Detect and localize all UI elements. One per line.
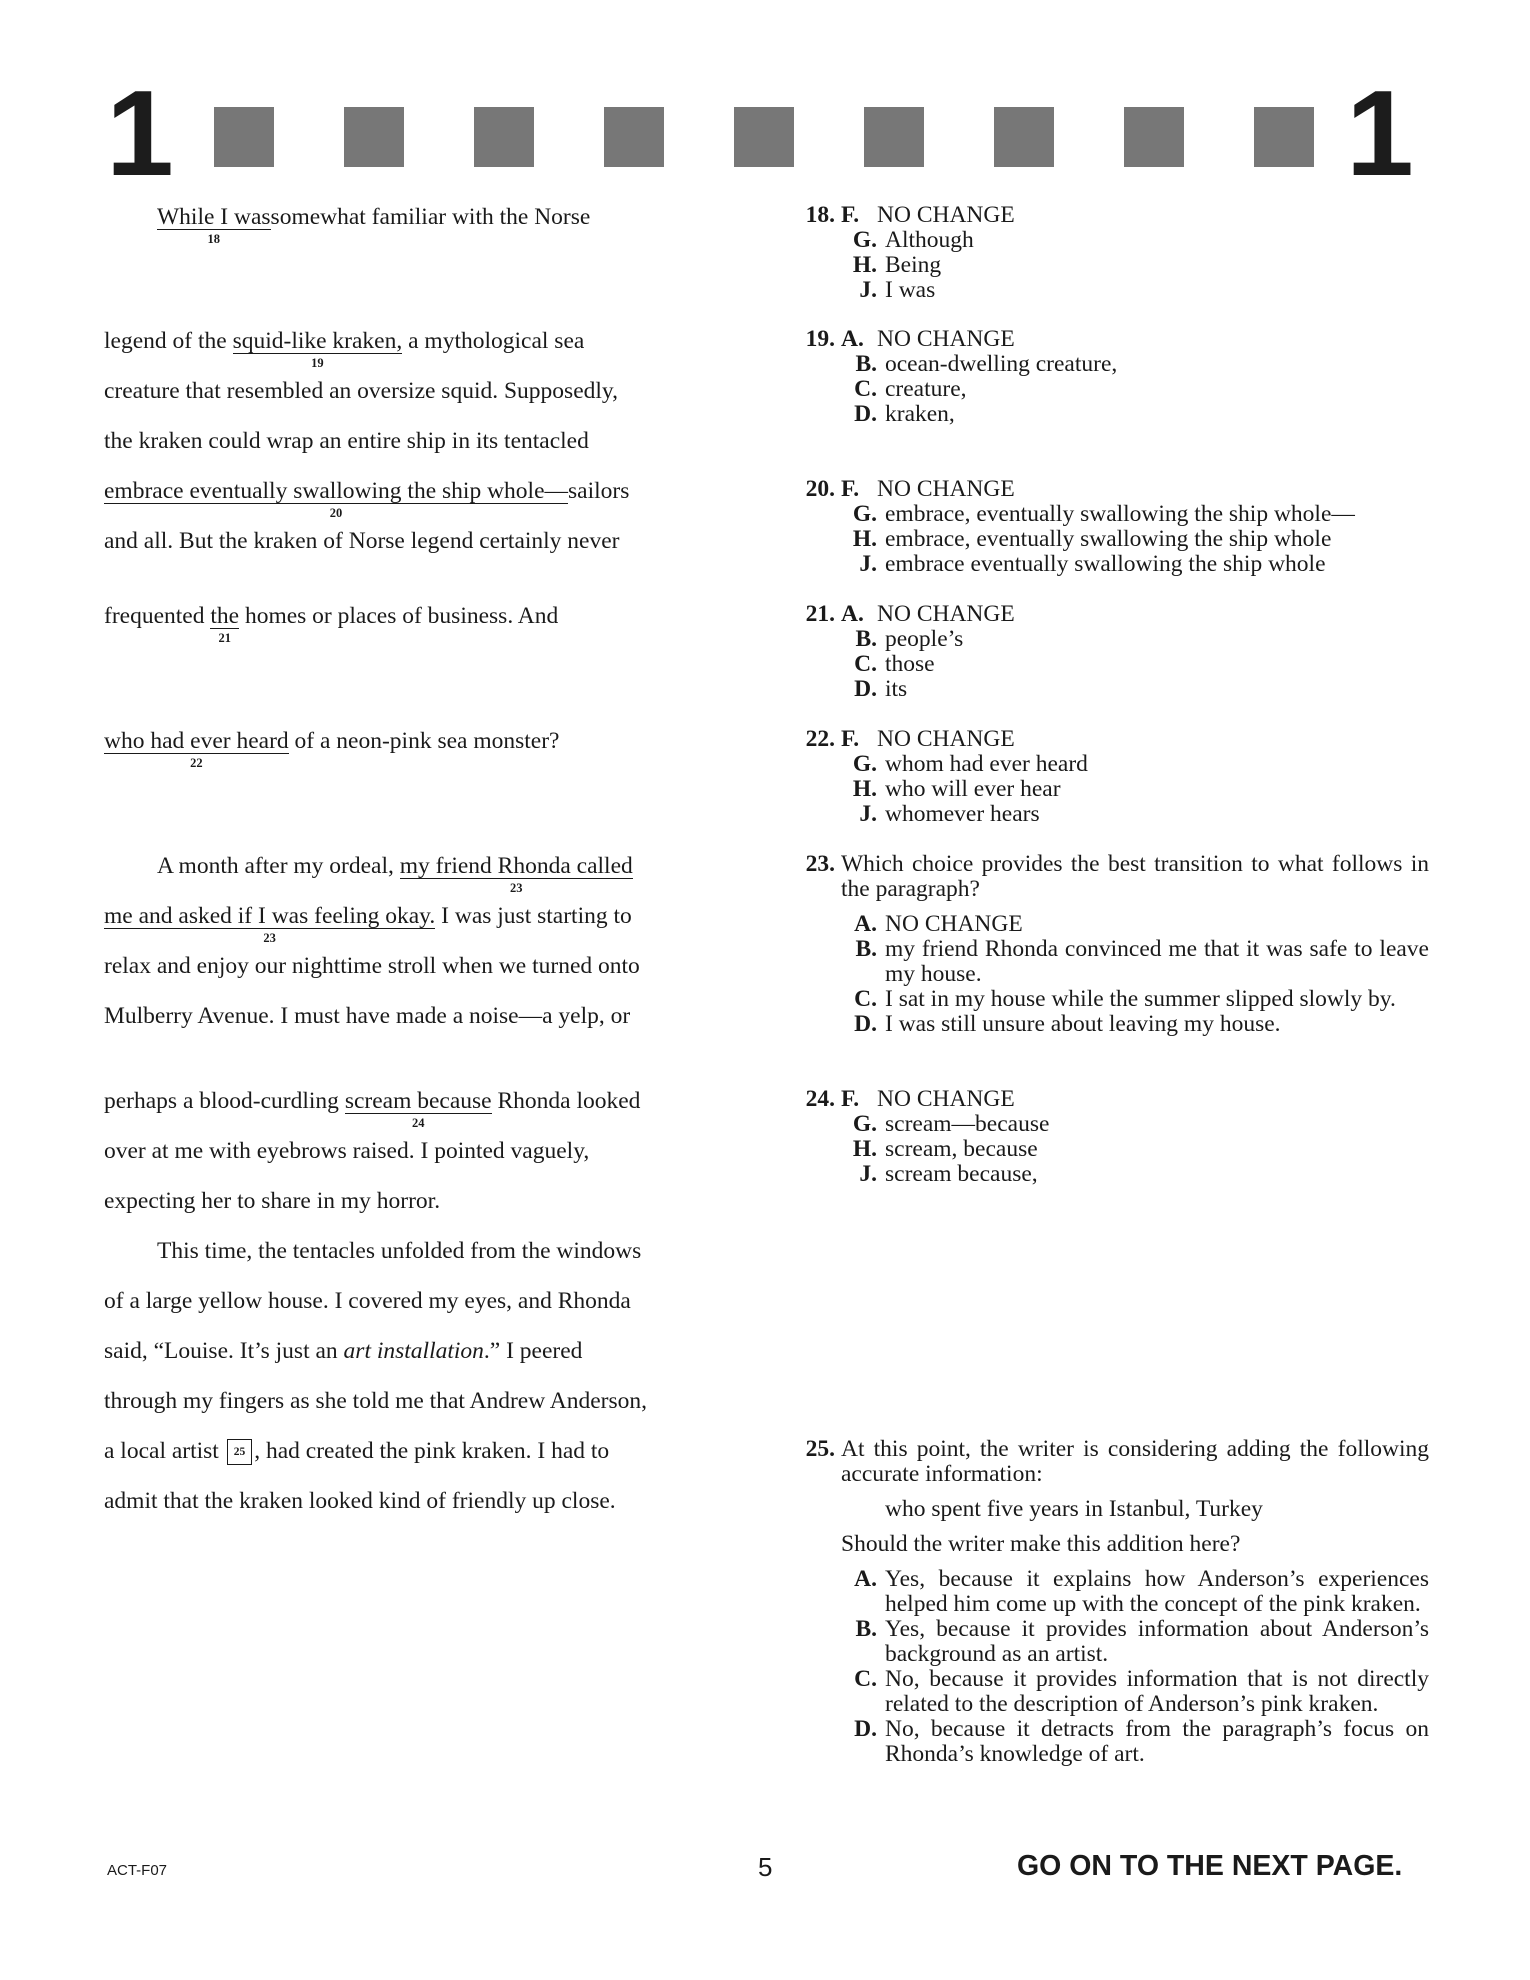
passage-line: legend of the squid-like kraken, 19 a mythological sea xyxy=(104,328,585,370)
answer-option[interactable]: scream because, xyxy=(885,1161,1038,1187)
header-square xyxy=(214,107,274,167)
question-stem: At this point, the writer is considering adding the following accurate information: xyxy=(841,1436,1429,1487)
header-square xyxy=(474,107,534,167)
underlined-portion-18: While I was 18 xyxy=(157,204,271,246)
answer-option[interactable]: those xyxy=(885,651,935,677)
question-ref-24: 24 xyxy=(411,1116,425,1130)
passage-line: frequented the 21 homes or places of business. And xyxy=(104,603,559,645)
header-square xyxy=(864,107,924,167)
passage-line: a local artist 25 , had created the pink kraken. I had to xyxy=(104,1438,610,1464)
underlined-portion-23a: my friend Rhonda called 23 xyxy=(399,853,633,895)
answer-option[interactable]: scream, because xyxy=(885,1136,1038,1162)
answer-option[interactable]: embrace, eventually swallowing the ship whole xyxy=(885,526,1332,552)
passage-line: and all. But the kraken of Norse legend certainly never xyxy=(104,528,620,554)
answer-option[interactable]: Being xyxy=(885,252,942,278)
answer-option[interactable]: NO CHANGE xyxy=(877,202,1015,228)
underlined-portion-21: the 21 xyxy=(210,603,240,645)
passage-line: This time, the tentacles unfolded from the windows xyxy=(157,1238,642,1264)
passage-line: Mulberry Avenue. I must have made a noise—a yelp, or xyxy=(104,1003,631,1029)
header-square xyxy=(1254,107,1314,167)
italic-phrase: art installation xyxy=(343,1338,484,1364)
passage-line: through my fingers as she told me that Andrew Anderson, xyxy=(104,1388,648,1414)
answer-option[interactable]: people’s xyxy=(885,626,964,652)
page-number: 5 xyxy=(758,1852,773,1882)
header-square xyxy=(604,107,664,167)
answer-option[interactable]: its xyxy=(885,676,908,702)
question-ref-23: 23 xyxy=(510,881,523,895)
passage-line: perhaps a blood-curdling scream because 24 Rhonda looked xyxy=(104,1088,641,1130)
question-stem: Which choice provides the best transition to what follows in the paragraph? xyxy=(841,851,1429,902)
question-ref-20: 20 xyxy=(329,506,343,520)
answer-option[interactable]: NO CHANGE xyxy=(877,601,1015,627)
boxed-question-ref-25: 25 xyxy=(227,1439,253,1465)
passage-line: expecting her to share in my horror. xyxy=(104,1188,441,1214)
header-square xyxy=(994,107,1054,167)
answer-option[interactable]: I was still unsure about leaving my house. xyxy=(885,1011,1281,1037)
header-square xyxy=(1124,107,1184,167)
header-square xyxy=(344,107,404,167)
answer-option[interactable]: who will ever hear xyxy=(885,776,1061,802)
question-ref-18: 18 xyxy=(207,232,221,246)
question-prompt: Should the writer make this addition here? xyxy=(841,1531,1241,1557)
question-ref-23: 23 xyxy=(263,931,276,945)
question-21: 21. A. NO CHANGE B. people’s C. those D. its xyxy=(789,602,1429,702)
answer-option[interactable]: NO CHANGE xyxy=(877,326,1015,352)
answer-option[interactable]: NO CHANGE xyxy=(877,726,1015,752)
question-18: 18. F. NO CHANGE G. Although H. Being J. I was xyxy=(789,203,1429,303)
answer-option[interactable]: embrace eventually swallowing the ship whole xyxy=(885,551,1326,577)
passage-line: over at me with eyebrows raised. I pointed vaguely, xyxy=(104,1138,590,1164)
answer-option[interactable]: I sat in my house while the summer slipped slowly by. xyxy=(885,986,1396,1012)
answer-option[interactable]: embrace, eventually swallowing the ship whole— xyxy=(885,501,1355,527)
section-number-right: 1 xyxy=(1346,65,1414,201)
passage-line: me and asked if I was feeling okay. 23 I was just starting to xyxy=(104,903,632,945)
passage-line: relax and enjoy our nighttime stroll when we turned onto xyxy=(104,953,640,979)
go-on-instruction: GO ON TO THE NEXT PAGE. xyxy=(1017,1850,1403,1882)
header-square xyxy=(734,107,794,167)
question-23: 23. Which choice provides the best transition to what follows in the paragraph? A. NO CHANGE B. my friend Rhonda convinced me that it was safe to leave my house. C. I sat in my house while the summer slipped slowly by. D. I was still unsure about leaving my house. xyxy=(805,851,1429,1037)
answer-option[interactable]: Yes, because it provides information about Anderson’s background as an artist. xyxy=(885,1616,1429,1667)
answer-option[interactable]: creature, xyxy=(885,376,967,402)
underlined-portion-20: embrace eventually swallowing the ship whole— 20 xyxy=(104,478,568,520)
passage-line: who had ever heard 22 of a neon-pink sea monster? xyxy=(104,728,560,770)
question-22: 22. F. NO CHANGE G. whom had ever heard H. who will ever hear J. whomever hears xyxy=(789,727,1429,827)
form-code: ACT-F07 xyxy=(107,1862,168,1879)
answer-option[interactable]: whom had ever heard xyxy=(885,751,1088,777)
question-25: 25. At this point, the writer is considering adding the following accurate information: who spent five years in Istanbul, Turkey Should the writer make this addition here? A. Yes, because it explains how Anderson’s experiences helped him come up with the concept of the pink kraken. B. Yes, because it provides information about Anderson’s background as an artist. C. No, because it provides information that is not directly related to the description of Anderson’s pink kraken. D. No, because it detracts from the paragraph’s focus on Rhonda’s knowledge of art. xyxy=(789,1437,1429,1767)
answer-option[interactable]: scream—because xyxy=(885,1111,1050,1137)
passage-line: the kraken could wrap an entire ship in its tentacled xyxy=(104,428,589,454)
passage-line: of a large yellow house. I covered my eyes, and Rhonda xyxy=(104,1288,631,1314)
answer-option[interactable]: ocean-dwelling creature, xyxy=(885,351,1118,377)
underlined-portion-24: scream because 24 xyxy=(344,1088,492,1130)
proposed-addition: who spent five years in Istanbul, Turkey xyxy=(885,1496,1263,1522)
question-19: 19. A. NO CHANGE B. ocean-dwelling creature, C. creature, D. kraken, xyxy=(789,327,1429,427)
passage-line: admit that the kraken looked kind of friendly up close. xyxy=(104,1488,616,1514)
answer-option[interactable]: NO CHANGE xyxy=(885,911,1023,937)
passage-line: embrace eventually swallowing the ship whole— 20 sailors xyxy=(104,478,630,520)
passage-line: said, “Louise. It’s just an art installation.” I peered xyxy=(104,1338,583,1364)
answer-option[interactable]: whomever hears xyxy=(885,801,1040,827)
question-ref-19: 19 xyxy=(311,356,324,370)
question-20: 20. F. NO CHANGE G. embrace, eventually swallowing the ship whole— H. embrace, eventually swallowing the ship whole J. embrace eventually swallowing the ship whole xyxy=(789,477,1429,577)
section-number-left: 1 xyxy=(106,65,174,201)
underlined-portion-22: who had ever heard 22 xyxy=(104,728,289,770)
underlined-portion-19: squid-like kraken, 19 xyxy=(232,328,403,370)
answer-option[interactable]: No, because it provides information that is not directly related to the description of Anderson’s pink kraken. xyxy=(885,1666,1429,1717)
passage-line: While I was 18 somewhat familiar with the Norse xyxy=(157,204,591,246)
answer-option[interactable]: Yes, because it explains how Anderson’s experiences helped him come up with the concept of the pink kraken. xyxy=(885,1566,1429,1617)
question-ref-22: 22 xyxy=(190,756,203,770)
passage-line: A month after my ordeal, my friend Rhonda called 23 xyxy=(157,853,633,895)
answer-option[interactable]: NO CHANGE xyxy=(877,1086,1015,1112)
answer-option[interactable]: I was xyxy=(885,277,936,303)
question-ref-21: 21 xyxy=(218,631,231,645)
answer-option[interactable]: No, because it detracts from the paragraph’s focus on Rhonda’s knowledge of art. xyxy=(885,1716,1429,1767)
question-24: 24. F. NO CHANGE G. scream—because H. scream, because J. scream because, xyxy=(789,1087,1429,1187)
underlined-portion-23b: me and asked if I was feeling okay. 23 xyxy=(104,903,436,945)
answer-option[interactable]: NO CHANGE xyxy=(877,476,1015,502)
answer-option[interactable]: kraken, xyxy=(885,401,955,427)
passage-line: creature that resembled an oversize squid. Supposedly, xyxy=(104,378,619,404)
answer-option[interactable]: Although xyxy=(885,227,974,253)
answer-option[interactable]: my friend Rhonda convinced me that it was safe to leave my house. xyxy=(885,936,1429,987)
